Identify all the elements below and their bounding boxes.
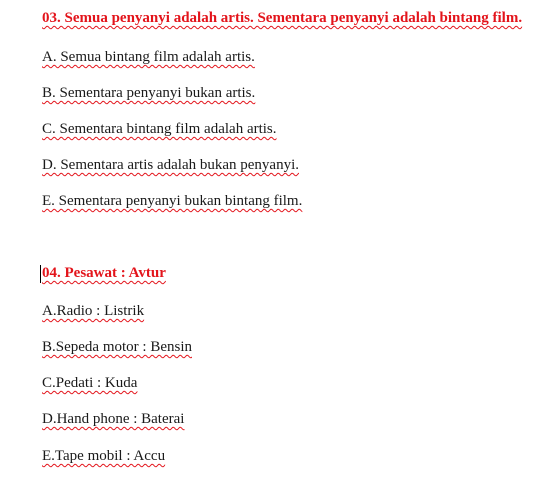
question-03-option-c: C. Sementara bintang film adalah artis. [42,121,277,137]
question-04-text: 04. Pesawat : Avtur [42,265,166,281]
question-04-option-a: A.Radio : Listrik [42,303,145,319]
question-03-text: 03. Semua penyanyi adalah artis. Sementara penyanyi adalah bintang film. [42,10,523,26]
question-03-option-e: E. Sementara penyanyi bukan bintang film. [42,193,303,209]
question-04-option-e: E.Tape mobil : Accu [42,448,166,464]
question-04-option-d: D.Hand phone : Baterai [42,411,185,427]
question-03-option-d: D. Sementara artis adalah bukan penyanyi. [42,157,299,173]
question-04-option-b: B.Sepeda motor : Bensin [42,339,192,355]
question-04-option-c: C.Pedati : Kuda [42,375,138,391]
text-cursor [40,265,41,283]
question-03-option-b: B. Sementara penyanyi bukan artis. [42,85,256,101]
question-03-option-a: A. Semua bintang film adalah artis. [42,49,255,65]
